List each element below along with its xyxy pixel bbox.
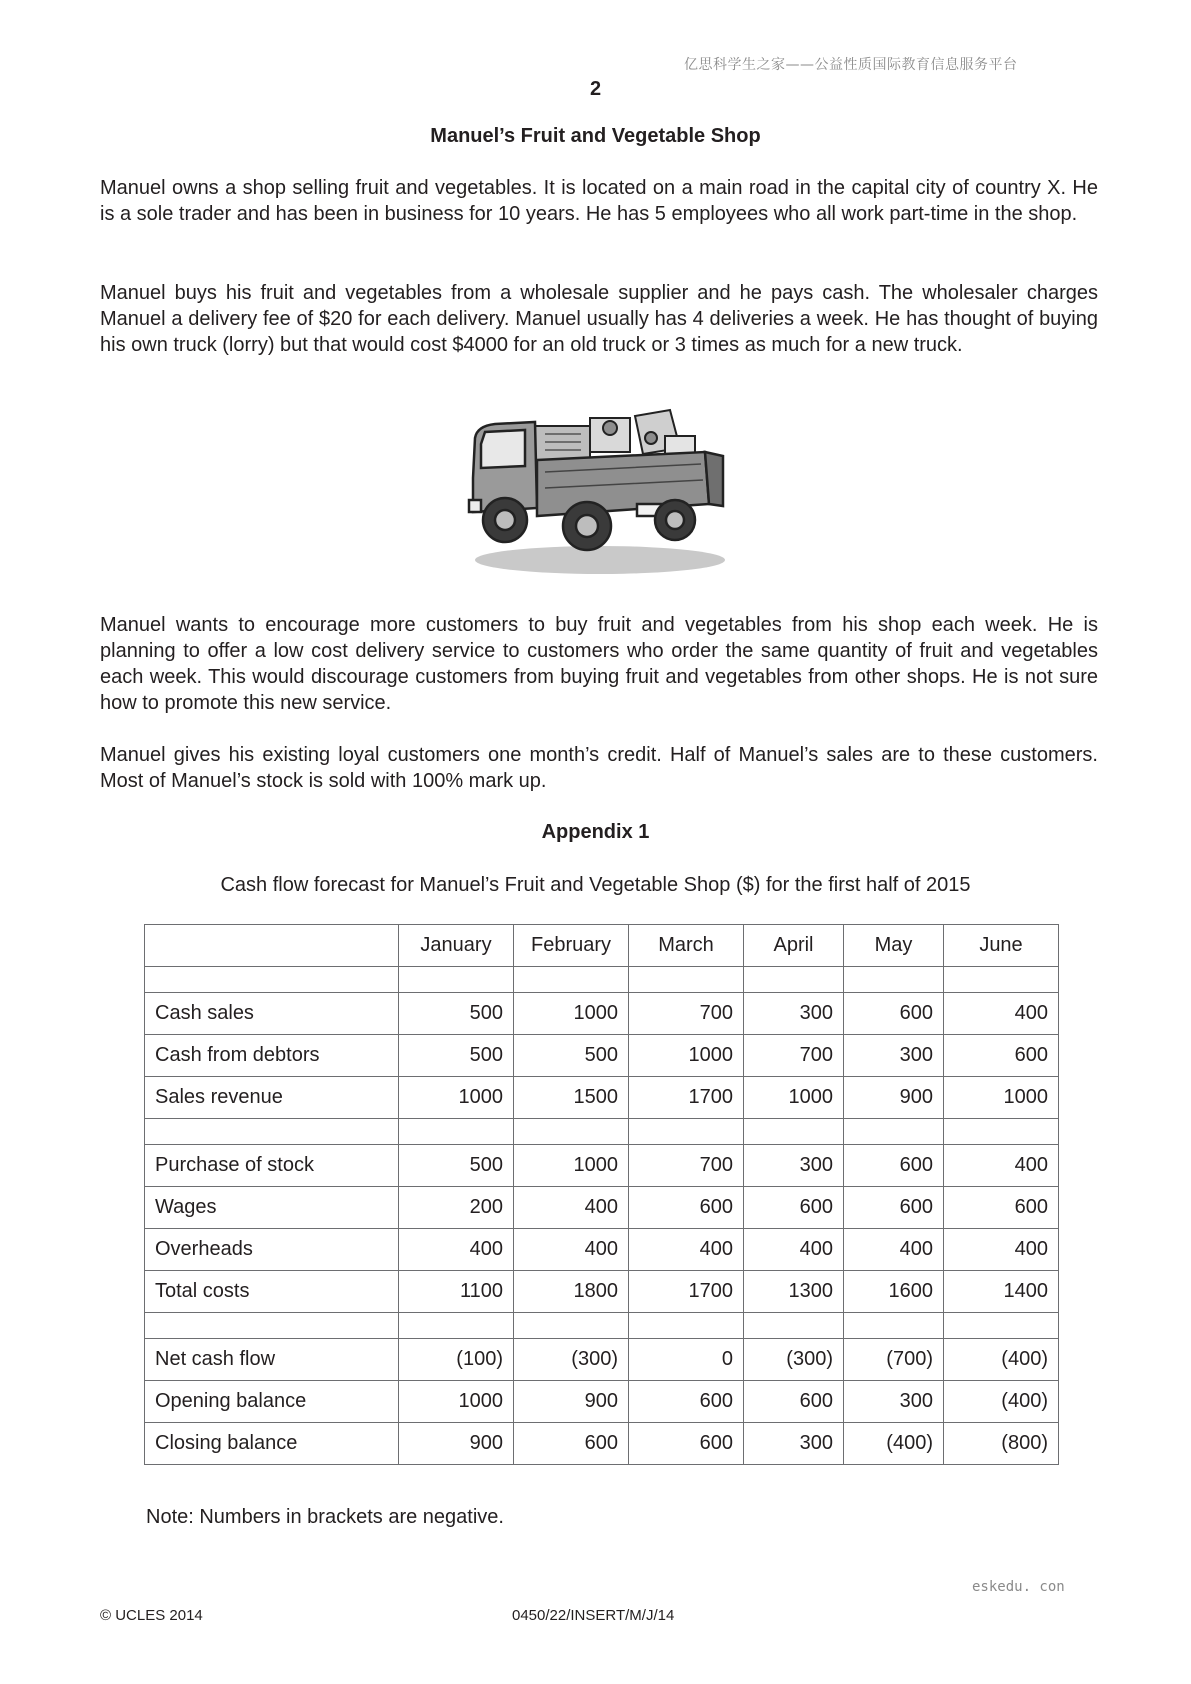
document-title: Manuel’s Fruit and Vegetable Shop [430, 125, 761, 147]
table-cell: 1800 [514, 1271, 629, 1313]
paragraph-intro: Manuel owns a shop selling fruit and vegetables. It is located on a main road in the capital city of country X. He is a sole trader and has been in business for 10 years. He has 5 employees who all work part-time in the shop. [100, 177, 1098, 225]
page-number: 2 [589, 78, 602, 100]
table-cell: 1000 [944, 1077, 1059, 1119]
table-cell: (400) [944, 1339, 1059, 1381]
row-label: Overheads [145, 1229, 399, 1271]
table-cell: 400 [514, 1187, 629, 1229]
table-cell: 300 [844, 1035, 944, 1077]
table-cell: 600 [744, 1187, 844, 1229]
paragraph-credit: Manuel gives his existing loyal customers one month’s credit. Half of Manuel’s sales are to these customers. Most of Manuel’s stock is sold with 100% mark up. [100, 744, 1098, 792]
table-header-row [145, 925, 1059, 967]
table-cell: 200 [399, 1187, 514, 1229]
footer-copyright: © UCLES 2014 [100, 1607, 203, 1624]
table-cell: 600 [514, 1423, 629, 1465]
table-cell: 1100 [399, 1271, 514, 1313]
table-row [145, 1423, 1059, 1465]
truck-shadow [475, 546, 725, 574]
table-cell: 600 [844, 1145, 944, 1187]
header-cell-month: March [629, 925, 744, 967]
table-cell: 400 [944, 993, 1059, 1035]
header-cell-month: February [514, 925, 629, 967]
table-cell: 1700 [629, 1077, 744, 1119]
table-cell: 600 [944, 1187, 1059, 1229]
table-cell: 500 [399, 1035, 514, 1077]
table-cell: 1000 [514, 993, 629, 1035]
table-cell: 300 [744, 1145, 844, 1187]
table-spacer-row [145, 1313, 1059, 1339]
table-cell: 700 [629, 993, 744, 1035]
table-cell: 600 [844, 993, 944, 1035]
table-row [145, 1271, 1059, 1313]
table-cell: 300 [744, 1423, 844, 1465]
watermark-bottom: eskedu. con [972, 1579, 1065, 1595]
table-cell: 900 [844, 1077, 944, 1119]
header-cell-month: May [844, 925, 944, 967]
table-cell: 1000 [514, 1145, 629, 1187]
table-row [145, 1339, 1059, 1381]
table-cell: 300 [844, 1381, 944, 1423]
row-label: Closing balance [145, 1423, 399, 1465]
table-cell: 400 [944, 1229, 1059, 1271]
table-cell: 400 [399, 1229, 514, 1271]
table-cell: (300) [744, 1339, 844, 1381]
table-cell: 700 [629, 1145, 744, 1187]
table-cell: 1400 [944, 1271, 1059, 1313]
truck-wheels [483, 498, 695, 550]
table-cell: 1300 [744, 1271, 844, 1313]
header-cell-month: June [944, 925, 1059, 967]
table-cell: (300) [514, 1339, 629, 1381]
row-label: Wages [145, 1187, 399, 1229]
row-label: Total costs [145, 1271, 399, 1313]
row-label: Cash sales [145, 993, 399, 1035]
table-cell: (400) [944, 1381, 1059, 1423]
table-cell: 500 [399, 993, 514, 1035]
table-row [145, 1381, 1059, 1423]
table-spacer-row [145, 967, 1059, 993]
row-label: Sales revenue [145, 1077, 399, 1119]
appendix-title: Appendix 1 [541, 821, 650, 843]
table-cell: 400 [514, 1229, 629, 1271]
table-row [145, 1077, 1059, 1119]
table-spacer-row [145, 1119, 1059, 1145]
table-cell: (400) [844, 1423, 944, 1465]
header-cell-month: January [399, 925, 514, 967]
header-cell-month: April [744, 925, 844, 967]
table-cell: 1500 [514, 1077, 629, 1119]
table-cell: 900 [399, 1423, 514, 1465]
table-cell: 700 [744, 1035, 844, 1077]
table-cell: 300 [744, 993, 844, 1035]
table-cell: 500 [514, 1035, 629, 1077]
table-cell: 400 [944, 1145, 1059, 1187]
table-cell: 1000 [629, 1035, 744, 1077]
table-row [145, 1187, 1059, 1229]
table-cell: 1000 [399, 1381, 514, 1423]
cash-flow-table [144, 924, 1059, 1465]
table-cell: 500 [399, 1145, 514, 1187]
paragraph-supplier: Manuel buys his fruit and vegetables from a wholesale supplier and he pays cash. The wholesaler charges Manuel a delivery fee of $20 for each delivery. Manuel usually has 4 deliveries a week. He has thought of buying his own truck (lorry) but that would cost $4000 for an old truck or 3 times as much for a new truck. [100, 282, 1098, 356]
table-cell: 600 [844, 1187, 944, 1229]
truck-illustration [465, 408, 735, 578]
watermark-top: 亿思科学生之家——公益性质国际教育信息服务平台 [684, 57, 1018, 73]
paragraph-delivery-service: Manuel wants to encourage more customers to buy fruit and vegetables from his shop each week. He is planning to offer a low cost delivery service to customers who order the same quantity of fruit and vegetables each week. This would discourage customers from buying fruit and vegetables from other shops. He is not sure how to promote this new service. [100, 614, 1098, 714]
table-cell: 400 [744, 1229, 844, 1271]
table-row [145, 1229, 1059, 1271]
table-cell: 600 [629, 1381, 744, 1423]
table-cell: 900 [514, 1381, 629, 1423]
table-cell: 600 [629, 1187, 744, 1229]
table-row [145, 1145, 1059, 1187]
table-cell: 600 [944, 1035, 1059, 1077]
table-cell: 0 [629, 1339, 744, 1381]
table-cell: 400 [844, 1229, 944, 1271]
table-caption: Cash flow forecast for Manuel’s Fruit and Vegetable Shop ($) for the first half of 2015 [220, 874, 971, 896]
table-cell: (100) [399, 1339, 514, 1381]
row-label: Net cash flow [145, 1339, 399, 1381]
table-cell: 1000 [744, 1077, 844, 1119]
table-cell: (800) [944, 1423, 1059, 1465]
table-cell: 1700 [629, 1271, 744, 1313]
row-label: Cash from debtors [145, 1035, 399, 1077]
table-cell: 400 [629, 1229, 744, 1271]
table-cell: 1600 [844, 1271, 944, 1313]
table-cell: (700) [844, 1339, 944, 1381]
header-cell-blank [145, 925, 399, 967]
table-row [145, 1035, 1059, 1077]
table-cell: 1000 [399, 1077, 514, 1119]
table-note: Note: Numbers in brackets are negative. [146, 1506, 504, 1528]
row-label: Opening balance [145, 1381, 399, 1423]
row-label: Purchase of stock [145, 1145, 399, 1187]
truck-bed [537, 452, 723, 516]
footer-document-code: 0450/22/INSERT/M/J/14 [512, 1607, 675, 1624]
table-cell: 600 [629, 1423, 744, 1465]
table-cell: 600 [744, 1381, 844, 1423]
table-row [145, 993, 1059, 1035]
